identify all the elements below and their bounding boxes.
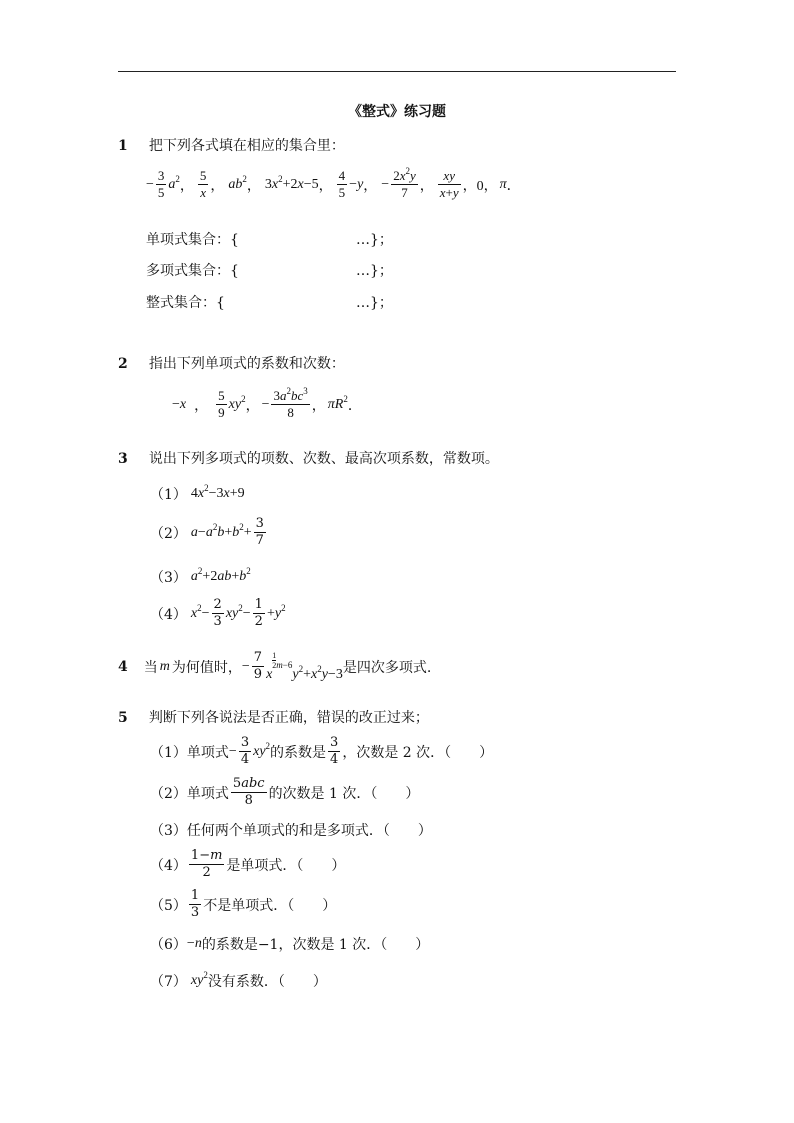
item-index: （3）: [150, 823, 187, 839]
question-4: 4 当 m 为何值时， − $\frac{7}{9}$ x $^{\frac{1}{2} m-6}y^2+x^2y-3$ 是四次多项式.: [118, 650, 432, 682]
q5-item: （5） $\frac{1}{3}$ 不是单项式．（ ）: [150, 888, 337, 920]
q3-item: （4） $x^2-$ $\frac{2}{3}$ $xy^2-$ $\frac{1}{2}$ $+y^2$: [150, 597, 286, 629]
q5-item: （6） −n 的系数是−1，次数是 1 次．（ ）: [150, 936, 430, 953]
item-index: （1）: [150, 744, 187, 761]
item-index: （4）: [150, 857, 187, 874]
question-5: [118, 707, 429, 727]
q5-item: （7） $xy^2$ 没有系数．（ ）: [150, 970, 327, 990]
q3-item: （1） $4x^2-3x+9$: [150, 483, 245, 503]
item-text: 单项式: [186, 785, 229, 802]
q5-item: （1） 单项式 − $\frac{3}{4}$ $xy^2$ 的系数是 $\frac{3}{4}$ ，次数是 2 次．（ ）: [150, 735, 494, 767]
question-number: 1: [118, 138, 128, 154]
set-monomial: [146, 229, 393, 249]
question-2: [118, 353, 345, 373]
question-3: [118, 448, 499, 468]
set-label: 多项式集合：{: [146, 263, 239, 279]
q1-expressions: − $\frac{3}{5}$ $a^2$ ， $\frac{5}{x}$ ， $ab^2$ ， $3x^2+2x-5$ ， $\frac{4}{5}$ −y ， − $\frac{2x^2y}{7}$ ， $\frac{xy}{x+y}$ ，0， π ．: [146, 166, 521, 200]
set-end: …}；: [356, 295, 393, 311]
variable-m: m: [159, 658, 170, 674]
question-number: 4: [118, 658, 128, 675]
item-text: 的系数是: [270, 744, 327, 761]
page-title: 《整式》练习题: [348, 104, 446, 120]
question-text: 把下列各式填在相应的集合里：: [148, 138, 345, 154]
q5-item: （2） 单项式 $\frac{\text{5abc}}{8}$ 的次数是 1 次．（ ）: [150, 776, 420, 808]
question-text: 判断下列各说法是否正确，错误的改正过来；: [148, 710, 429, 726]
question-number: 3: [118, 451, 128, 467]
item-text: 的次数是 1 次．（ ）: [268, 785, 420, 802]
item-index: （6）: [150, 937, 187, 953]
set-polynomial: [146, 260, 393, 280]
question-text: 为何值时，: [171, 659, 242, 676]
question-number: 2: [118, 356, 128, 372]
item-index: （3）: [150, 570, 187, 586]
item-text: 不是单项式．（ ）: [203, 897, 337, 914]
item-text: ，次数是 2 次．（ ）: [342, 744, 494, 761]
header-rule: [118, 71, 676, 72]
item-text: 任何两个单项式的和是多项式．（ ）: [186, 823, 432, 839]
question-number: 5: [118, 710, 128, 726]
q3-item: （3） $a^2+2ab+b^2$: [150, 566, 251, 586]
set-end: …}；: [356, 232, 393, 248]
item-index: （7）: [150, 974, 187, 990]
q2-expressions: −x ， $\frac{5}{9}$ $xy^2$ ， − $\frac{3a^2bc^3}{8}$ ， $\pi R^2$ ．: [172, 386, 362, 420]
item-index: （4）: [150, 606, 187, 623]
q5-item: （4） $\frac{1-m}{2}$ 是单项式．（ ）: [150, 848, 346, 880]
item-text: 没有系数．（ ）: [207, 974, 327, 990]
item-text: 的系数是−1，次数是 1 次．（ ）: [201, 937, 430, 953]
set-label: 整式集合：{: [146, 295, 225, 311]
question-text: 说出下列多项式的项数、次数、最高次项系数，常数项。: [148, 451, 499, 467]
item-text: 单项式: [186, 744, 229, 761]
set-label: 单项式集合：{: [146, 232, 239, 248]
item-index: （2）: [150, 785, 187, 802]
question-1: [118, 135, 345, 155]
question-text: 是四次多项式.: [342, 659, 432, 676]
item-index: （2）: [150, 525, 187, 542]
set-integral: [146, 292, 393, 312]
item-index: （1）: [150, 487, 187, 503]
q3-item: （2） $a-a^2b+b^2+$ $\frac{3}{7}$: [150, 516, 264, 548]
question-text: 当: [143, 659, 158, 676]
q5-item: [150, 820, 432, 840]
item-index: （5）: [150, 897, 187, 914]
set-end: …}；: [356, 263, 393, 279]
item-text: 是单项式．（ ）: [226, 857, 346, 874]
question-text: 指出下列单项式的系数和次数：: [148, 356, 345, 372]
